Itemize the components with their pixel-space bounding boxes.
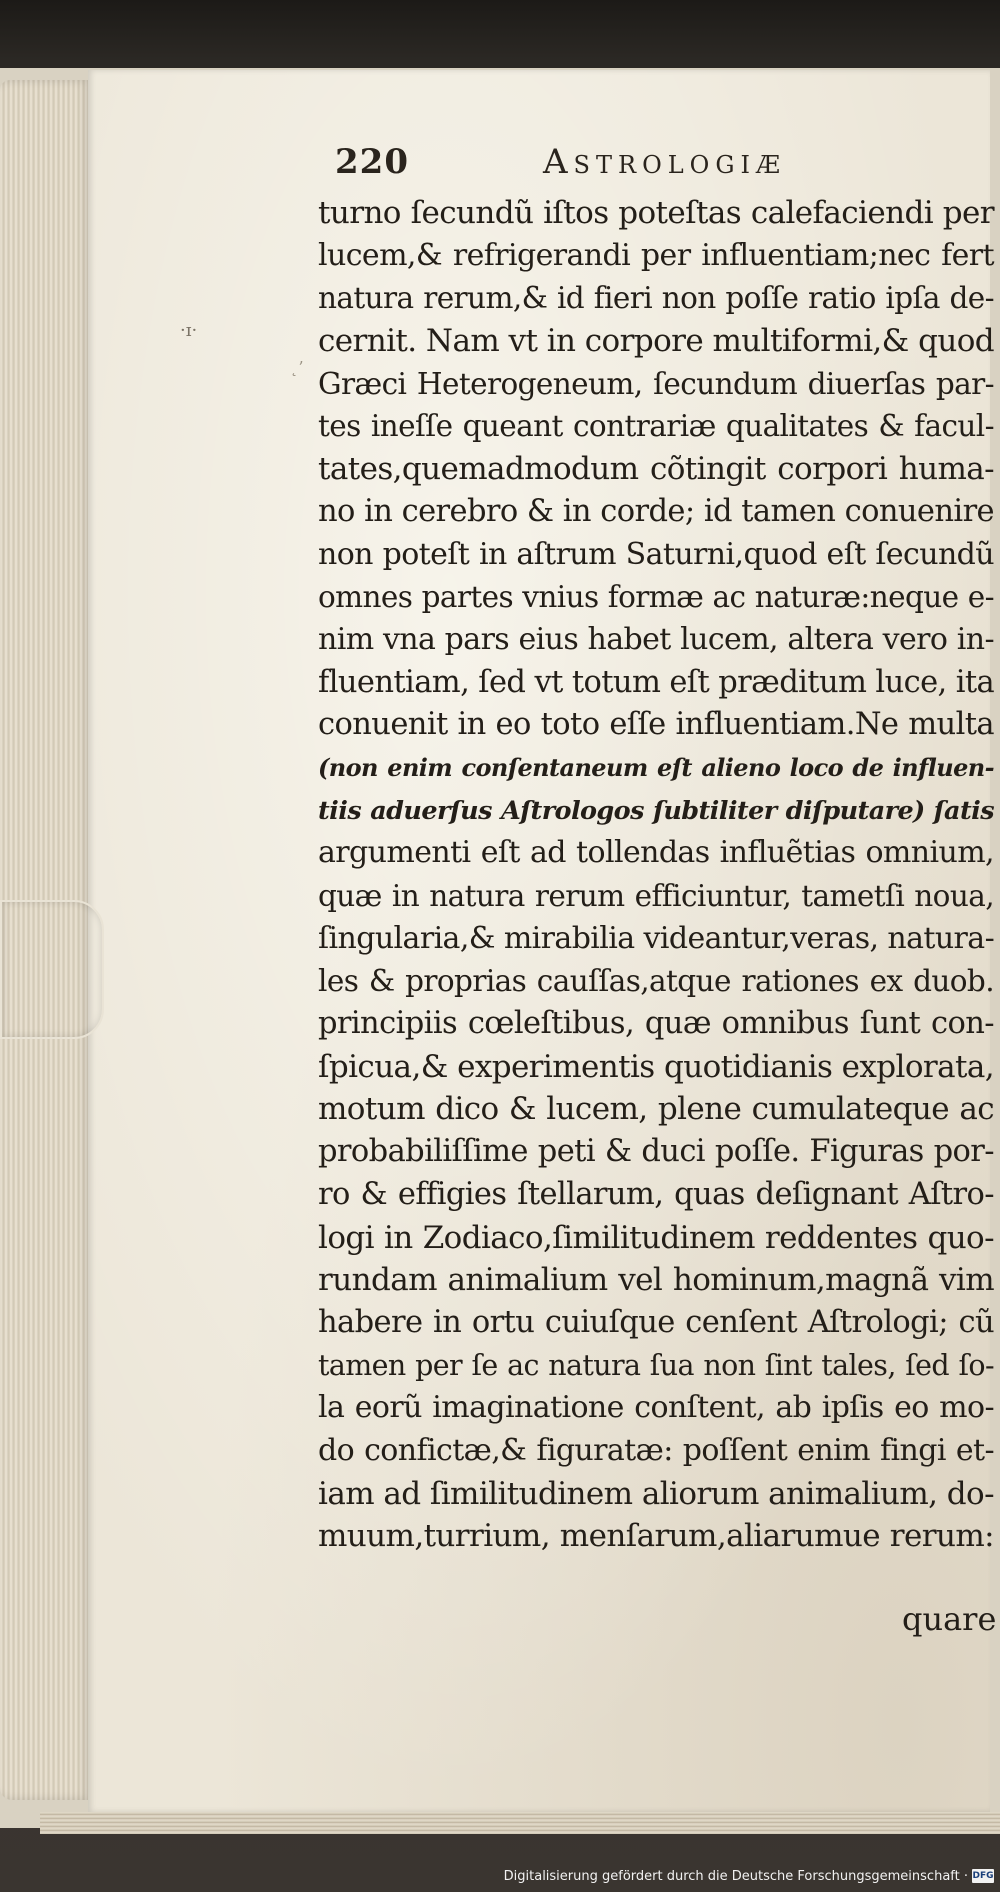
text-line: turno ſecundũ iſtos poteſtas calefaciendi per	[318, 195, 994, 231]
dfg-logo-icon: DFG	[972, 1871, 994, 1881]
text-line: non poteſt in aſtrum Saturni,quod eſt ſecundũ	[318, 536, 994, 572]
text-line: ſpicua,& experimentis quotidianis explorata,	[318, 1048, 994, 1085]
text-line: natura rerum,& id fieri non poſſe ratio ipſa de-	[318, 281, 994, 316]
digitization-credit	[504, 1865, 994, 1887]
text-line: fluentiam, ſed vt totum eſt præditum luce, ita	[318, 664, 995, 700]
text-line: rundam animalium vel hominum,magnã vim	[318, 1262, 994, 1299]
text-line: les & proprias cauſſas,atque rationes ex duob.	[318, 964, 994, 999]
book-bottom-edge	[40, 1812, 1000, 1834]
text-line: cernit. Nam vt in corpore multiformi,& quod	[318, 323, 994, 360]
text-line: logi in Zodiaco,ſimilitudinem reddentes quo-	[318, 1219, 994, 1256]
text-line: muum,turrium, menſarum,aliarumue rerum:	[318, 1518, 994, 1555]
text-line: tiis aduerſus Aſtrologos ſubtiliter diſputare) ſatis	[318, 795, 994, 826]
credit-text: Digitalisierung gefördert durch die Deutsche Forschungsgemeinschaft ·	[503, 1868, 968, 1884]
catchword: quare	[902, 1600, 997, 1638]
text-line: no in cerebro & in corde; id tamen conuenire	[318, 493, 994, 529]
margin-mark: ˛ʼ	[290, 358, 304, 377]
text-line: tates,quemadmodum cõtingit corpori huma-	[318, 451, 994, 488]
text-line: conuenit in eo toto eſſe influentiam.Ne multa	[318, 707, 994, 743]
text-line: do confictæ,& figuratæ: poſſent enim fingi et-	[318, 1432, 994, 1468]
text-line: Græci Heterogeneum, ſecundum diuerſas par-	[318, 366, 994, 401]
page-header	[335, 142, 895, 190]
text-line: habere in ortu cuiuſque cenſent Aſtrologi; cũ	[318, 1304, 994, 1340]
body-text	[318, 192, 994, 1558]
text-line: principiis cœleſtibus, quæ omnibus ſunt con-	[318, 1006, 994, 1042]
text-line: tamen per ſe ac natura ſua non ſint tales, ſed ſo-	[318, 1348, 994, 1382]
text-line: lucem,& refrigerandi per influentiam;nec fert	[318, 237, 994, 273]
text-line: la eorũ imaginatione conſtent, ab ipſis eo mo-	[318, 1390, 994, 1426]
margin-mark: ·ɪ·	[180, 320, 198, 341]
text-line: (non enim conſentaneum eſt alieno loco de influen-	[318, 752, 994, 782]
text-line: ro & effigies ſtellarum, quas deſignant Aſtro-	[318, 1176, 994, 1212]
text-line: probabiliſſime peti & duci poſſe. Figuras por-	[318, 1134, 994, 1170]
page-number: 220	[335, 142, 409, 182]
running-title: Astrologiæ	[543, 142, 787, 182]
page-bookmark-tab	[0, 900, 104, 1039]
text-line: tes ineſſe queant contrariæ qualitates & facul-	[318, 409, 994, 444]
text-line: iam ad ſimilitudinem aliorum animalium, do-	[318, 1475, 994, 1512]
text-line: argumenti eſt ad tollendas influẽtias omnium,	[318, 835, 994, 871]
text-line: ſingularia,& mirabilia videantur,veras, natura-	[318, 920, 995, 956]
text-line: nim vna pars eius habet lucem, altera vero in-	[318, 621, 994, 657]
text-line: quæ in natura rerum efficiuntur, tametſi noua,	[318, 879, 994, 913]
text-line: omnes partes vnius formæ ac naturæ:neque e-	[318, 580, 994, 615]
text-line: motum dico & lucem, plene cumulateque ac	[318, 1091, 994, 1128]
